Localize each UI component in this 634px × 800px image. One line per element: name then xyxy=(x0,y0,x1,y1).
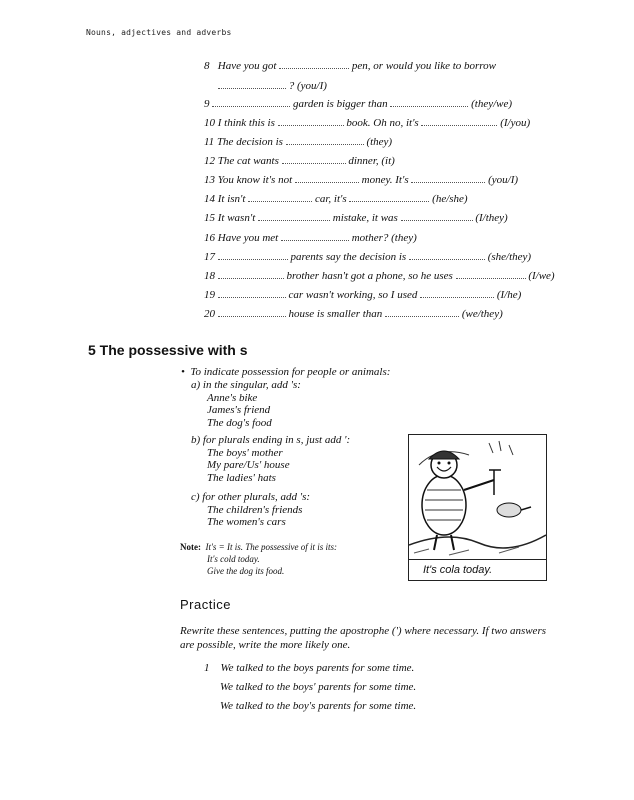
exercise-line-10: 10 I think this is book. Oh no, it's (I/you) xyxy=(204,117,531,129)
exercise-line-14: 14 It isn't car, it's (he/she) xyxy=(204,193,468,205)
blank[interactable] xyxy=(282,154,346,164)
rule-c: c) for other plurals, add 's: The children's friends The women's cars xyxy=(191,491,311,529)
blank[interactable] xyxy=(212,97,290,107)
exercise-line-12: 12 The cat wants dinner, (it) xyxy=(204,155,395,167)
practice-heading: Practice xyxy=(180,597,231,612)
exercise-line-8: 8 Have you got pen, or would you like to borrow xyxy=(204,60,497,72)
practice-item-1: 1 We talked to the boys parents for some time. xyxy=(204,662,415,674)
section-title: 5 The possessive with s xyxy=(88,342,248,358)
blank[interactable] xyxy=(409,250,485,260)
blank[interactable] xyxy=(279,59,349,69)
blank[interactable] xyxy=(295,173,359,183)
exercise-line-19: 19 car wasn't working, so I used (I/he) xyxy=(204,289,522,301)
exercise-line-17: 17 parents say the decision is (she/they) xyxy=(204,251,532,263)
practice-answer-1a: We talked to the boys' parents for some time. xyxy=(220,681,417,693)
cartoon-drawing xyxy=(409,435,546,559)
blank[interactable] xyxy=(218,79,286,89)
rule-intro: • To indicate possession for people or animals: xyxy=(181,366,391,378)
blank[interactable] xyxy=(420,288,494,298)
rule-b: b) for plurals ending in s, just add ': The boys' mother My pare/Us' house The ladies' hats xyxy=(191,434,351,484)
blank[interactable] xyxy=(411,173,485,183)
exercise-line-8-cont: ? (you/I) xyxy=(218,79,327,93)
exercise-line-13: 13 You know it's not money. It's (you/I) xyxy=(204,174,519,186)
exercise-line-20: 20 house is smaller than (we/they) xyxy=(204,308,503,320)
blank[interactable] xyxy=(349,192,429,202)
practice-answer-1b: We talked to the boy's parents for some time. xyxy=(220,700,417,712)
blank[interactable] xyxy=(218,269,284,279)
cartoon-caption: It's cola today. xyxy=(409,559,546,580)
exercise-line-15: 15 It wasn't mistake, it was (I/they) xyxy=(204,212,508,224)
exercise-line-9: 9 garden is bigger than (they/we) xyxy=(204,98,513,110)
blank[interactable] xyxy=(278,116,344,126)
exercise-line-18: 18 brother hasn't got a phone, so he uses (I/we) xyxy=(204,270,555,282)
blank[interactable] xyxy=(218,288,286,298)
blank[interactable] xyxy=(286,135,364,145)
exercise-line-11: 11 The decision is (they) xyxy=(204,136,393,148)
blank[interactable] xyxy=(281,231,349,241)
blank[interactable] xyxy=(218,250,288,260)
exercise-line-16: 16 Have you met mother? (they) xyxy=(204,232,417,244)
blank[interactable] xyxy=(456,269,526,279)
blank[interactable] xyxy=(385,307,459,317)
cartoon-illustration xyxy=(408,434,547,581)
blank[interactable] xyxy=(218,307,286,317)
note: Note: It's = It is. The possessive of it is its: It's cold today. Give the dog its food. xyxy=(180,542,337,576)
blank[interactable] xyxy=(258,211,330,221)
running-header: Nouns, adjectives and adverbs xyxy=(86,28,232,37)
blank[interactable] xyxy=(248,192,312,202)
blank[interactable] xyxy=(401,211,473,221)
blank[interactable] xyxy=(421,116,497,126)
practice-instructions: Rewrite these sentences, putting the apostrophe (') where necessary. If two answers are possible, write the more likely one. xyxy=(180,625,547,651)
blank[interactable] xyxy=(390,97,468,107)
rule-a: a) in the singular, add 's: Anne's bike James's friend The dog's food xyxy=(191,379,301,429)
